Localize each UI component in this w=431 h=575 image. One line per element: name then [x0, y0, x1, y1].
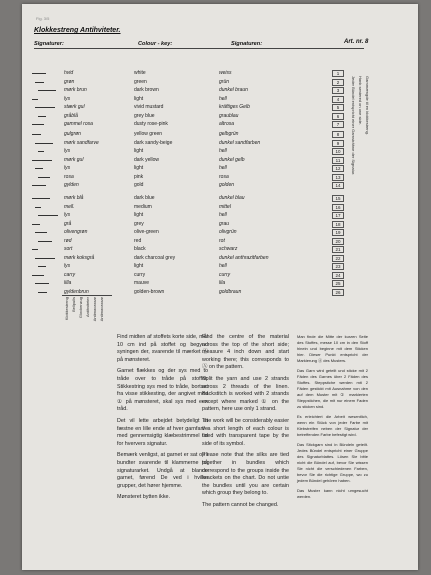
signatur-cell: rosa	[64, 173, 74, 180]
number-box: 3	[332, 87, 344, 94]
signatur-cell: gråblå	[64, 112, 78, 119]
stitch-symbol	[38, 266, 46, 267]
colour-cell: light	[134, 263, 144, 269]
number-box: 6	[332, 113, 344, 120]
german-para: Es erleichtert die Arbeit wesentlich, wenn ein Stück von jeder Farbe mit Klebstreifen neben der Signatur der betreffenden Farbe befestigt wird.	[297, 414, 368, 437]
signatur-cell: sort	[64, 246, 73, 252]
german-para: Man finde die Mitte der kurzen Seite des Stoffes, messe 10 cm in den Stoff hinein und beginne mit dem Sticken hier. Dieser Punkt entspricht der Markierung Ⓐ des Musters.	[297, 334, 368, 363]
signaturen-cell: dunkel anthrazitfarben	[219, 254, 269, 261]
label-bracket	[62, 295, 112, 296]
header-art-nr: Art. nr. 8	[344, 39, 369, 45]
vertical-label: Antimacassar	[99, 297, 104, 322]
vertical-label: Glockenzug	[78, 297, 83, 319]
stitch-symbol	[32, 249, 38, 250]
signatur-cell: rød	[64, 237, 72, 244]
colour-cell: black	[134, 246, 146, 252]
signaturen-cell: rot	[219, 237, 225, 244]
colour-cell: dark brown	[134, 87, 159, 93]
stitch-symbol	[32, 160, 52, 161]
stitch-symbol	[35, 258, 55, 259]
stitch-symbol	[35, 283, 49, 284]
signatur-cell: mørk koksgrå	[64, 254, 95, 261]
german-para: Das Stickgarn sind in Bündeln geteilt. Jedes Bündel entspricht einer Gruppe des Signaturblattes. Lösen Sie bitte nicht die Bündel auf, bevor Sie wissen Sie nicht die verschiedenen Farben, bevor Sie die richtige Gruppe, wo zu jedem Bündel gehören haben.	[297, 442, 368, 483]
signaturen-cell: dunkel sandfarben	[219, 139, 261, 146]
signatur-cell: lilla	[64, 280, 72, 286]
pattern-sheet	[22, 4, 418, 570]
number-box: 9	[332, 140, 344, 147]
stitch-symbol	[32, 224, 40, 225]
signaturen-cell: gelbgrün	[219, 131, 239, 137]
signaturen-cell: hell	[219, 263, 227, 269]
german-para: Das Garn wird geteilt und sticke mit 2 Fäden des Garnes über 2 Fäden des Stoffes. Steppstiche werden mit 2 Fäden gestickt mit Ausnahme von den auf dem Muster mit ① markierten Steppstichen, die mit nur einem Faden zu sticken sind.	[297, 368, 368, 409]
colour-cell: green	[134, 78, 147, 85]
vertical-label: Antihviteter	[85, 297, 90, 318]
stitch-symbol	[35, 232, 47, 233]
signaturen-cell: schwarz	[219, 246, 238, 252]
signaturen-cell: dunkel braun	[219, 87, 248, 93]
header-rule	[34, 48, 364, 49]
stitch-symbol	[35, 82, 44, 83]
colour-cell: mauve	[134, 280, 150, 286]
signaturen-cell: lila	[219, 280, 226, 286]
colour-cell: vivid mustard	[134, 104, 164, 110]
colour-cell: light	[134, 212, 144, 218]
stitch-symbol	[38, 177, 50, 178]
colour-cell: medium	[134, 203, 152, 210]
header-signaturer: Signaturer:	[34, 41, 64, 47]
signatur-cell: mell.	[64, 203, 75, 210]
danish-para: Det vil lette arbejdet betydeligt at fæstne en lille ende af hver garnfarve med gennemsigtig klæbestrimmel ud for hververs signatur.	[117, 417, 208, 447]
signatur-cell: grå	[64, 220, 72, 227]
number-box: 12	[332, 165, 344, 172]
stitch-symbol	[38, 215, 58, 216]
number-box: 10	[332, 148, 344, 155]
signatur-cell: carry	[64, 271, 76, 278]
stitch-symbol	[32, 134, 41, 135]
signatur-cell: gylden	[64, 182, 79, 188]
stitch-symbol	[35, 143, 53, 144]
signaturen-cell: mittel	[219, 203, 231, 210]
german-instructions	[297, 334, 368, 504]
number-box: 15	[332, 195, 344, 202]
number-box: 1	[332, 70, 344, 77]
signatur-cell: gulgrøn	[64, 131, 81, 137]
colour-cell: light	[134, 148, 144, 154]
colour-cell: white	[134, 70, 146, 76]
number-box: 13	[332, 174, 344, 181]
number-box: 2	[332, 79, 344, 86]
signatur-cell: mørk brun	[64, 87, 87, 93]
signaturen-cell: rosa	[219, 173, 229, 180]
colour-cell: red	[134, 237, 142, 244]
number-box: 18	[332, 221, 344, 228]
signatur-cell: mørk gul	[64, 156, 84, 163]
stitch-symbol	[38, 241, 52, 242]
vertical-label: Bellpulls	[71, 297, 76, 312]
stitch-symbol	[32, 73, 46, 74]
stitch-symbol	[38, 116, 46, 117]
signatur-cell: grøn	[64, 78, 75, 85]
english-para: The work will be considerably easier if a short length of each colour is fixed with transparent tape by the side of its symbol.	[202, 417, 289, 447]
vertical-label: Klokkestreng	[64, 297, 69, 321]
number-box: 17	[332, 212, 344, 219]
page-title: Klokkestreng Antihviteter.	[34, 27, 121, 34]
number-box: 20	[332, 238, 344, 245]
signaturen-cell: grau	[219, 220, 230, 227]
stitch-symbol	[38, 292, 47, 293]
number-box: 11	[332, 157, 344, 164]
danish-para: Garnet flækkes og der sys med to tråde over to tråde på stoffet. Stikkestring sys med to tråde, bortset fra visse stikkesting, der angivet med ① på mønsteret, skal sys med een tråd.	[117, 368, 208, 413]
signatur-cell: lys	[64, 165, 71, 171]
number-box: 24	[332, 272, 344, 279]
colour-cell: dark blue	[134, 195, 155, 201]
signatur-cell: gyldenbrun	[64, 288, 89, 295]
number-box: 21	[332, 246, 344, 253]
signaturen-cell: altrosa	[219, 121, 235, 127]
vertical-label: Antimacassar	[92, 297, 97, 322]
side-note-3: Jeder Bündel entspricht einer Garnsträhne der Signatur.	[351, 76, 356, 176]
signaturen-cell: dunkel gelb	[219, 156, 245, 163]
colour-cell: golden-brown	[134, 288, 165, 295]
signaturen-cell: golden	[219, 182, 235, 188]
signatur-cell: gammel rosa	[64, 121, 93, 127]
english-para: Split the yarn and use 2 strands across 2 threads of the linen. Backstitch is worked with 2 strands except where marked ① on the pattern, here use only 1 strand.	[202, 375, 289, 413]
number-box: 5	[332, 104, 344, 111]
colour-cell: curry	[134, 271, 146, 278]
header-colour-key: Colour - key:	[138, 41, 173, 47]
colour-cell: grey	[134, 220, 144, 227]
signaturen-cell: curry	[219, 271, 231, 278]
side-note-1: Garnmængde til en klokkestreng.	[365, 76, 370, 135]
english-para: The pattern cannot be changed.	[202, 501, 279, 508]
signatur-cell: stærk gul	[64, 104, 85, 110]
signaturen-cell: dunkel blau	[219, 195, 245, 201]
colour-cell: dusty rose-pink	[134, 121, 168, 127]
colour-cell: dark yellow	[134, 156, 160, 163]
signaturen-cell: olivgrün	[219, 229, 237, 235]
stitch-symbol	[38, 151, 44, 152]
danish-instructions	[117, 334, 208, 506]
stitch-symbol	[35, 207, 41, 208]
number-box: 22	[332, 255, 344, 262]
signaturen-cell: hell	[219, 212, 227, 218]
side-note-2: Hank sentered on one side.	[358, 76, 363, 125]
number-box: 14	[332, 182, 344, 189]
number-box: 8	[332, 131, 344, 138]
header-signaturen: Signaturen:	[231, 41, 263, 47]
colour-cell: light	[134, 165, 144, 171]
signaturen-cell: goldbraun	[219, 288, 242, 295]
signaturen-cell: hell	[219, 148, 227, 154]
english-instructions	[202, 334, 289, 513]
signatur-cell: mørk sandfarve	[64, 139, 99, 146]
number-box: 16	[332, 204, 344, 211]
number-box: 25	[332, 280, 344, 287]
signaturen-cell: kräftiges Gelb	[219, 104, 250, 110]
signatur-cell: mørk blå	[64, 195, 84, 201]
stitch-symbol	[32, 99, 38, 100]
stitch-symbol	[38, 90, 56, 91]
german-para: Das Muster kann nicht umgesucht werden.	[297, 488, 368, 499]
english-para: Find the centre of the material across the top of the short side; measure 4 inch down and start working there; this corresponds to Ⓐ on the pattern.	[202, 334, 289, 371]
signatur-cell: lys	[64, 263, 71, 269]
signatur-cell: hvid	[64, 70, 74, 76]
danish-para: Find midten af stoffets korte side, mål 10 cm ind på stoffet og begynd syningen der, svarende til mærket Ⓐ på mønsteret.	[117, 334, 208, 363]
signatur-cell: lys	[64, 148, 71, 154]
stitch-symbol	[32, 275, 44, 276]
danish-para: Bemærk venligst, at garnet er sat op i bundter svarende til klammerne på signaturarket. Undgå at blande garnet, førend De ved i hvilke grupper, det hører hjemme.	[117, 452, 208, 489]
colour-cell: light	[134, 95, 144, 102]
danish-para: Mønsteret bytten ikke.	[117, 494, 171, 501]
colour-cell: dark sandy-beige	[134, 139, 173, 146]
signatur-cell: lys	[64, 95, 71, 102]
stitch-symbol	[32, 124, 44, 125]
colour-cell: olive-green	[134, 229, 159, 235]
stitch-symbol	[32, 185, 46, 186]
signaturen-cell: hell	[219, 95, 227, 102]
number-box: 26	[332, 289, 344, 296]
colour-cell: gold	[134, 182, 144, 188]
signaturen-cell: grün	[219, 78, 230, 85]
stitch-symbol	[32, 198, 50, 199]
stitch-symbol	[35, 168, 43, 169]
colour-cell: grey blue	[134, 112, 155, 119]
colour-cell: pink	[134, 173, 144, 180]
signatur-cell: lys	[64, 212, 71, 218]
signaturen-cell: hell	[219, 165, 227, 171]
english-para: Please note that the silks are tied together in bundles which correspond to the groups inside the brackets on the chart. Do not untie the bundles until you are certain which group they belong to.	[202, 452, 289, 497]
stitch-symbol	[35, 107, 55, 108]
number-box: 23	[332, 263, 344, 270]
colour-cell: yellow green	[134, 131, 163, 137]
signaturen-cell: graublau	[219, 112, 239, 119]
colour-cell: dark charcoal grey	[134, 254, 176, 261]
number-box: 19	[332, 229, 344, 236]
number-box: 7	[332, 121, 344, 128]
corner-note: Fig. 3/5	[36, 16, 50, 21]
signatur-cell: olivengrøn	[64, 229, 88, 235]
signaturen-cell: weiss	[219, 70, 232, 76]
number-box: 4	[332, 96, 344, 103]
